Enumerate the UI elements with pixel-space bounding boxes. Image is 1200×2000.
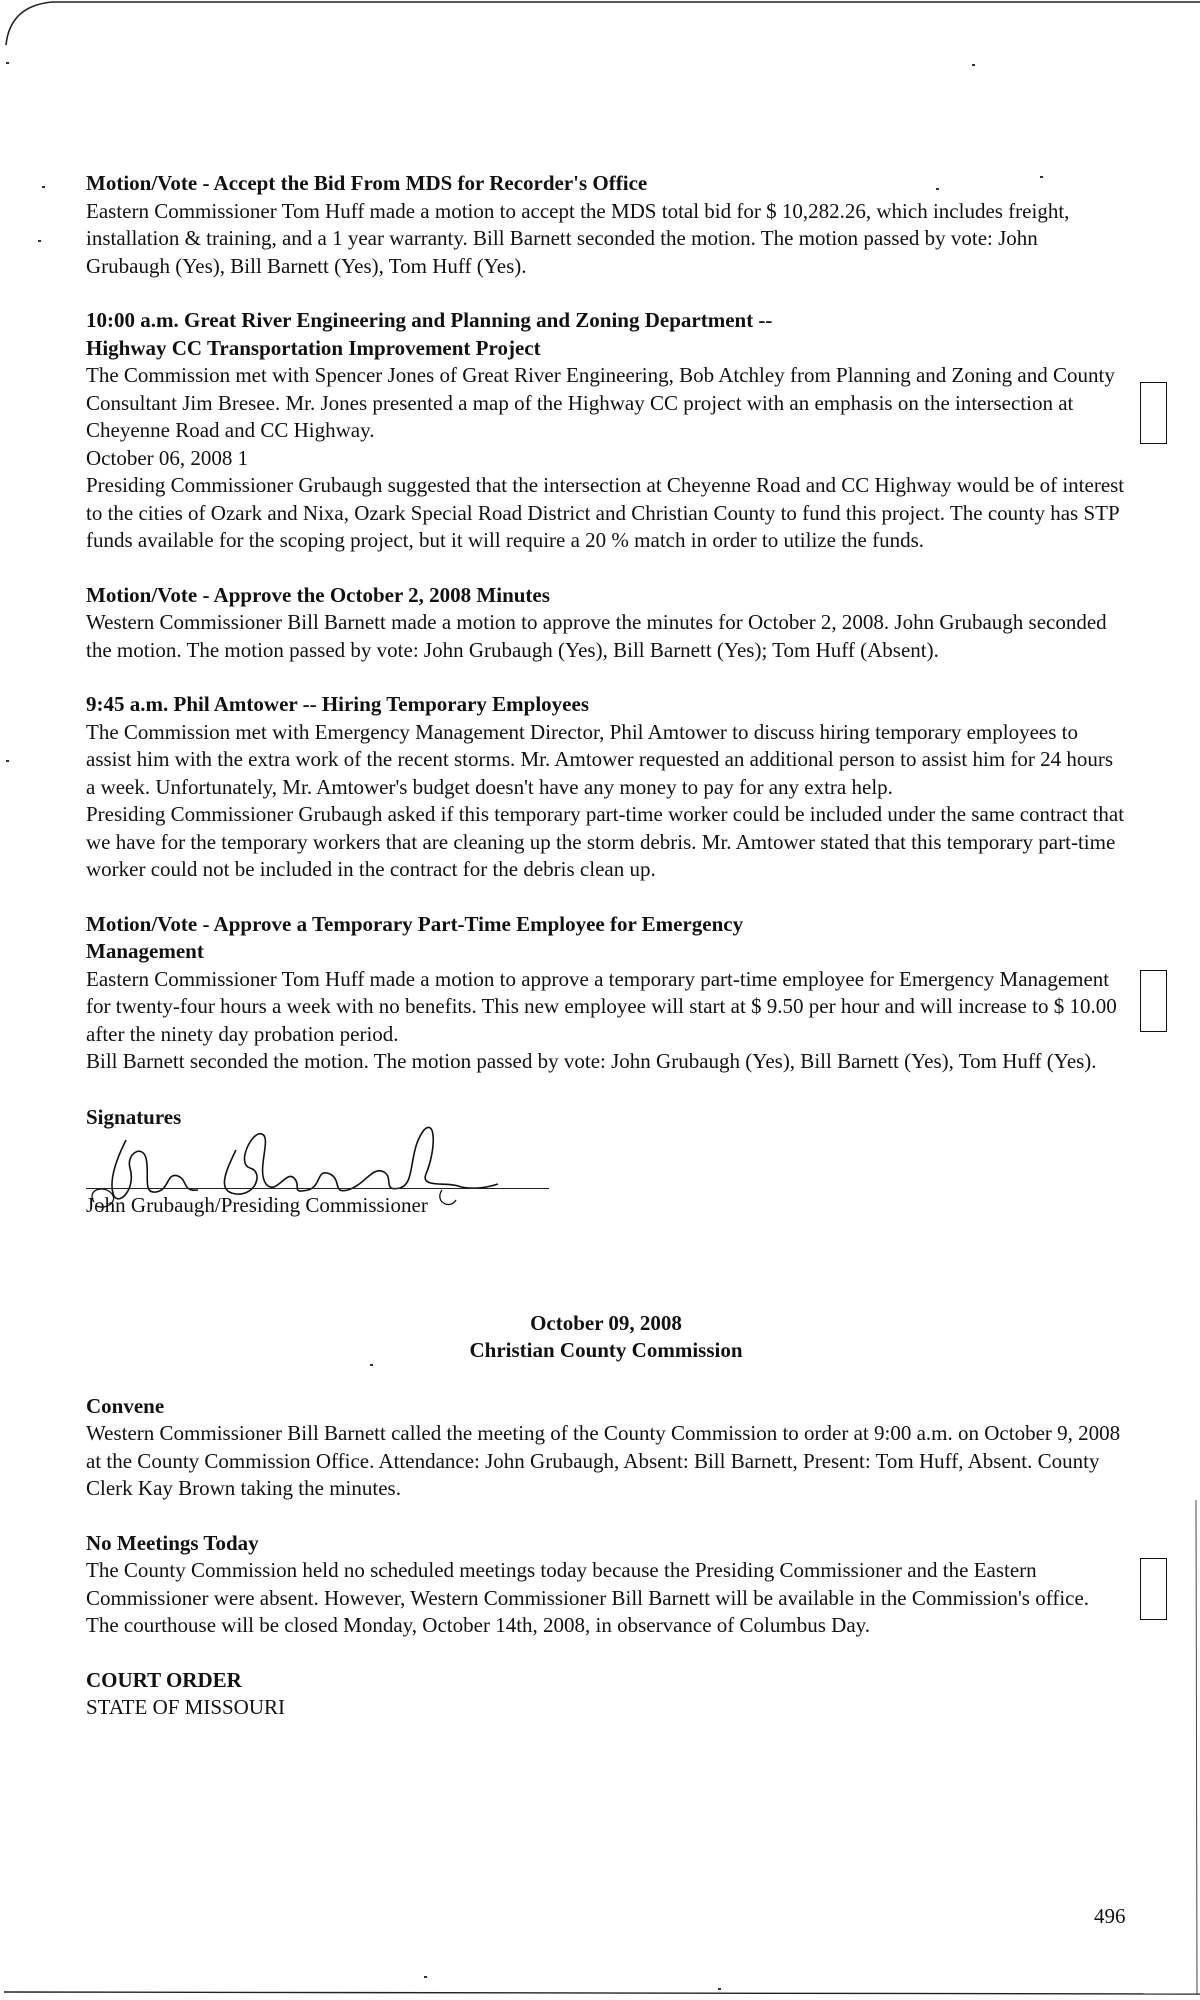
- meeting-header: [86, 1310, 1126, 1365]
- page-number: 496: [1094, 1904, 1126, 1928]
- scan-speck: [42, 186, 45, 188]
- section-paragraph: Eastern Commissioner Tom Huff made a motion to approve a temporary part-time employee for Emergency Management for twenty-four hours a week with no benefits. This new employee will start at $ 9.50 per hour and will increase to $ 10.00 after the ninety day probation period.: [86, 966, 1117, 1046]
- scan-speck: [6, 760, 9, 762]
- section-heading: Management: [86, 939, 204, 963]
- section-heading: Highway CC Transportation Improvement Project: [86, 335, 541, 360]
- section-paragraph: Bill Barnett seconded the motion. The motion passed by vote: John Grubaugh (Yes), Bill Barnett (Yes), Tom Huff (Yes).: [86, 1049, 1097, 1073]
- section-paragraph: The County Commission held no scheduled meetings today because the Presiding Commissioner and the Eastern Commissioner were absent. However, Western Commissioner Bill Barnett will be available in the Commission's office. The courthouse will be closed Monday, October 14th, 2008, in observance of Columbus Day.: [86, 1558, 1090, 1637]
- signer-name: John Grubaugh/Presiding Commissioner: [86, 1192, 428, 1217]
- court-order-state: STATE OF MISSOURI: [86, 1695, 286, 1719]
- section-paragraph: Presiding Commissioner Grubaugh asked if this temporary part-time worker could be included under the same contract that we have for the temporary workers that are cleaning up the storm debris. Mr. Amtower stated that this temporary part-time worker could not be included in the contract for the debris clean up.: [86, 802, 1125, 881]
- section-hiring-temporary-employees: [86, 691, 1126, 884]
- scan-speck: [718, 1988, 721, 1990]
- meeting-body: Christian County Commission: [469, 1338, 743, 1362]
- section-accept-mds-bid: [86, 170, 1126, 280]
- section-paragraph: Presiding Commissioner Grubaugh suggested that the intersection at Cheyenne Road and CC Highway would be of interest to the cities of Ozark and Nixa, Ozark Special Road District and Christian County to fund this project. The county has STP funds available for the scoping project, but it will require a 20 % match in order to utilize the funds.: [86, 473, 1125, 552]
- section-convene: [86, 1393, 1126, 1503]
- margin-bracket-mark: [1140, 382, 1167, 444]
- section-no-meetings-today: [86, 1530, 1126, 1640]
- meeting-date: October 09, 2008: [530, 1310, 682, 1335]
- section-approve-minutes: [86, 582, 1126, 665]
- court-order-title: COURT ORDER: [86, 1667, 242, 1692]
- section-paragraph: Western Commissioner Bill Barnett called the meeting of the County Commission to order at 9:00 a.m. on October 9, 2008 at the County Commission Office. Attendance: John Grubaugh, Absent: Bill Barnett, Present: Tom Huff, Absent. County Clerk Kay Brown taking the minutes.: [86, 1421, 1121, 1500]
- signatures-block: [86, 1104, 1126, 1217]
- section-paragraph: The Commission met with Spencer Jones of Great River Engineering, Bob Atchley from Planning and Zoning and County Consultant Jim Bresee. Mr. Jones presented a map of the Highway CC project with an emphasis on the intersection at Cheyenne Road and CC Highway.: [86, 363, 1115, 442]
- section-heading: 10:00 a.m. Great River Engineering and Planning and Zoning Department --: [86, 308, 773, 332]
- section-paragraph: Western Commissioner Bill Barnett made a motion to approve the minutes for October 2, 2008. John Grubaugh seconded the motion. The motion passed by vote: John Grubaugh (Yes), Bill Barnett (Yes); Tom Huff (Absent).: [86, 610, 1107, 662]
- margin-bracket-mark: [1140, 970, 1167, 1032]
- section-heading: Motion/Vote - Approve a Temporary Part-Time Employee for Emergency: [86, 911, 744, 936]
- section-paragraph: October 06, 2008 1: [86, 445, 249, 470]
- scan-speck: [424, 1976, 427, 1978]
- section-paragraph: Eastern Commissioner Tom Huff made a motion to accept the MDS total bid for $ 10,282.26, which includes freight, installation & training, and a 1 year warranty. Bill Barnett seconded the motion. The motion passed by vote: John Grubaugh (Yes), Bill Barnett (Yes), Tom Huff (Yes).: [86, 198, 1070, 278]
- section-heading: Motion/Vote - Accept the Bid From MDS for Recorder's Office: [86, 171, 648, 195]
- section-heading: No Meetings Today: [86, 1530, 259, 1555]
- signatures-title: Signatures: [86, 1104, 182, 1129]
- section-approve-part-time-employee: [86, 911, 1126, 1076]
- section-paragraph: The Commission met with Emergency Management Director, Phil Amtower to discuss hiring temporary employees to assist him with the extra work of the recent storms. Mr. Amtower requested an additional person to assist him for 24 hours a week. Unfortunately, Mr. Amtower's budget doesn't have any money to pay for any extra help.: [86, 719, 1114, 799]
- section-great-river-engineering: [86, 307, 1126, 555]
- section-heading: Motion/Vote - Approve the October 2, 2008 Minutes: [86, 582, 550, 607]
- margin-bracket-mark: [1140, 1558, 1167, 1620]
- scan-speck: [6, 62, 9, 64]
- section-heading: 9:45 a.m. Phil Amtower -- Hiring Temporary Employees: [86, 692, 589, 716]
- section-court-order: [86, 1667, 1126, 1722]
- document-body: [86, 170, 1126, 1749]
- scan-speck: [38, 240, 41, 242]
- section-heading: Convene: [86, 1393, 165, 1418]
- scan-speck: [972, 64, 975, 66]
- signature-line: [86, 1188, 549, 1189]
